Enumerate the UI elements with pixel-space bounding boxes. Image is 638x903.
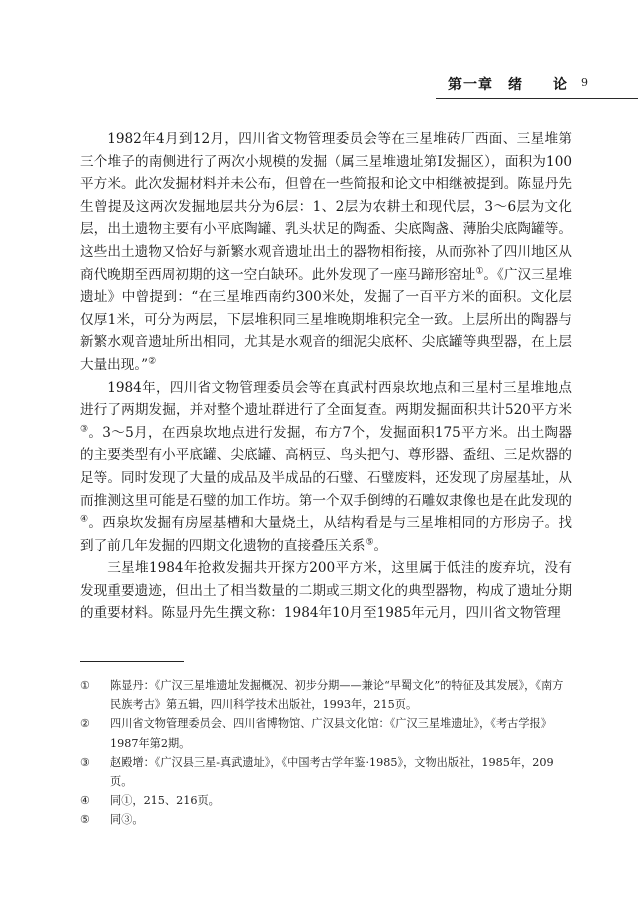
footnote-ref: ⑤ <box>365 537 374 548</box>
footnote-text: 四川省文物管理委员会、四川省博物馆、广汉县文化馆：《广汉三星堆遗址》，《考古学报》1987年第2期。 <box>110 717 552 750</box>
footnote-item <box>80 753 572 791</box>
footnote-marker: ② <box>80 717 91 731</box>
footnote-item <box>80 714 572 752</box>
footnote-marker: ③ <box>80 755 91 769</box>
footnotes <box>80 676 572 830</box>
paragraph <box>80 377 572 558</box>
text-run: 三星堆1984年抢救发掘共开探方200平方米，这里属于低洼的废弃坑，没有发现重要遗迹，但出土了相当数量的二期或三期文化的典型器物，构成了遗址分期的重要材料。陈显丹先生撰文称：1984年10月至1985年元月，四川省文物管理 <box>80 560 572 622</box>
footnote-text: 同①，215、216页。 <box>110 794 220 808</box>
footnote-item <box>80 676 572 714</box>
running-header <box>436 72 638 99</box>
text-run: 。 <box>373 537 388 554</box>
text-run: 。3～5月，在西泉坎地点进行发掘，布方7个，发掘面积175平方米。出土陶器的主要类型有小平底罐、尖底罐、高柄豆、鸟头把勺、尊形器、盉纽、三足炊器的足等。同时发现了大量的成品及半成品的石璧、石璧废料，还发现了房屋基址，从而推测这里可能是石璧的加工作坊。第一个双手倒缚的石雕奴隶像也是在此发现的 <box>80 424 572 509</box>
footnote-marker: ① <box>80 679 91 692</box>
paragraph <box>80 557 572 625</box>
footnote-marker: ④ <box>80 794 91 808</box>
footnote-ref: ④ <box>80 514 89 525</box>
footnote-marker: ⑤ <box>80 813 91 827</box>
footnote-text: 赵殿增：《广汉县三星-真武遗址》，《中国考古学年鉴·1985》，文物出版社，1985年，209页。 <box>110 755 554 789</box>
footnote-ref: ① <box>475 266 484 277</box>
paragraph <box>80 128 572 377</box>
footnote-item <box>80 810 572 829</box>
text-run: 1984年，四川省文物管理委员会等在真武村西泉坎地点和三星村三星堆地点进行了两期发掘，并对整个遗址群进行了全面复查。两期发掘面积共计520平方米 <box>80 379 572 419</box>
footnote-ref: ② <box>148 356 157 367</box>
footnote-divider <box>80 661 184 662</box>
text-run: 。西泉坎发掘有房屋基槽和大量烧土，从结构看是与三星堆相同的方形房子。找到了前几年发掘的四期文化遗物的直接叠压关系 <box>80 515 572 554</box>
text-run: 。《广汉三星堆遗址》中曾提到：“在三星堆西南约300米处，发掘了一百平方米的面积。文化层仅厚1米，可分为两层，下层堆积同三星堆晚期堆积完全一致。上层所出的陶器与新繁水观音遗址所出相同，尤其是水观音的细泥尖底杯、尖底罐等典型器，在上层大量出现。” <box>80 266 573 373</box>
page-number: 9 <box>581 76 588 89</box>
footnote-text: 陈显丹：《广汉三星堆遗址发掘概况、初步分期——兼论“早蜀文化”的特征及其发展》，《南方民族考古》第五辑，四川科学技术出版社，1993年，215页。 <box>110 679 564 712</box>
footnote-text: 同③。 <box>110 813 144 827</box>
footnote-item <box>80 791 572 810</box>
chapter-title: 第一章 绪 论 <box>448 77 568 93</box>
text-run: 1982年4月到12月，四川省文物管理委员会等在三星堆砖厂西面、三星堆第三个堆子的南侧进行了两次小规模的发掘（属三星堆遗址第Ⅰ发掘区），面积为100平方米。此次发掘材料并未公布，但曾在一些简报和论文中相继被提到。陈显丹先生曾提及这两次发掘地层共分为6层：1、2层为农耕土和现代层，3～6层为文化层，出土遗物主要有小平底陶罐、乳头状足的陶盉、尖底陶盏、薄胎尖底陶罐等。这些出土遗物又恰好与新繁水观音遗址出土的器物相衔接，从而弥补了四川地区从商代晚期至西周初期的这一空白缺环。此外发现了一座马蹄形窑址 <box>80 131 572 283</box>
body-text <box>80 128 572 625</box>
footnote-ref: ③ <box>80 424 89 435</box>
